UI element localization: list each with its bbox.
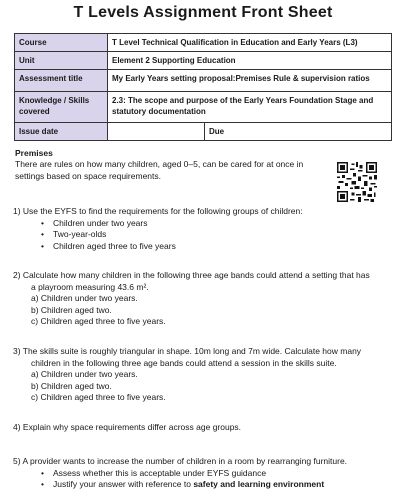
list-item: • Children under two years bbox=[53, 218, 388, 230]
unit-value: Element 2 Supporting Education bbox=[108, 52, 392, 70]
question-4-text: 4) Explain why space requirements differ across age groups. bbox=[13, 422, 242, 432]
course-row bbox=[15, 34, 392, 52]
list-item: c) Children aged three to five years. bbox=[31, 316, 166, 326]
question-1-list bbox=[13, 218, 388, 253]
front-sheet-table bbox=[14, 33, 392, 141]
issue-date-field[interactable] bbox=[108, 123, 205, 141]
due-cell bbox=[205, 123, 392, 141]
assessment-value: My Early Years setting proposal:Premises Rule & supervision ratios bbox=[108, 70, 392, 92]
course-label: Course bbox=[15, 34, 108, 52]
question-2 bbox=[13, 270, 388, 328]
issue-row bbox=[15, 123, 392, 141]
list-item: a) Children under two years. bbox=[31, 293, 138, 303]
question-5-text: 5) A provider wants to increase the number of children in a room by rearranging furniture. bbox=[13, 456, 348, 466]
question-5-list bbox=[13, 468, 388, 491]
question-3 bbox=[13, 346, 388, 404]
premises-heading: Premises bbox=[15, 148, 53, 158]
list-item: • Children aged three to five years bbox=[53, 241, 388, 253]
question-5 bbox=[13, 456, 388, 491]
question-3-line-2: children in the following three age bands could attend a session in the skills suite. bbox=[31, 357, 337, 368]
list-item: b) Children aged two. bbox=[31, 304, 112, 315]
list-item-text: Justify your answer with reference to bbox=[53, 479, 194, 489]
list-item: c) Children aged three to five years. bbox=[31, 392, 166, 402]
knowledge-row bbox=[15, 92, 392, 123]
unit-label: Unit bbox=[15, 52, 108, 70]
unit-row bbox=[15, 52, 392, 70]
knowledge-label: Knowledge / Skills covered bbox=[15, 92, 108, 123]
list-item bbox=[53, 479, 388, 491]
qr-code bbox=[337, 162, 377, 202]
question-3-line-1: 3) The skills suite is roughly triangular in shape. 10m long and 7m wide. Calculate how many bbox=[13, 346, 362, 356]
list-item: b) Children aged two. bbox=[31, 380, 112, 391]
premises-text: There are rules on how many children, aged 0–5, can be cared for at once in settings based on space requirements. bbox=[15, 159, 304, 181]
question-2-line-2: a playroom measuring 43.6 m². bbox=[31, 281, 149, 292]
question-1 bbox=[13, 206, 388, 252]
course-value: T Level Technical Qualification in Education and Early Years (L3) bbox=[108, 34, 392, 52]
question-1-text: 1) Use the EYFS to find the requirements for the following groups of children: bbox=[13, 206, 303, 216]
list-item: • Assess whether this is acceptable under EYFS guidance bbox=[53, 468, 388, 480]
assessment-row bbox=[15, 70, 392, 92]
page-title: T Levels Assignment Front Sheet bbox=[73, 4, 333, 21]
assessment-label: Assessment title bbox=[15, 70, 108, 92]
list-item: • Two-year-olds bbox=[53, 229, 388, 241]
question-4 bbox=[13, 422, 388, 434]
knowledge-value: 2.3: The scope and purpose of the Early Years Foundation Stage and statutory documentation bbox=[108, 92, 392, 123]
issue-label: Issue date bbox=[15, 123, 108, 141]
due-label: Due bbox=[209, 127, 225, 136]
list-item: a) Children under two years. bbox=[31, 369, 138, 379]
question-2-line-1: 2) Calculate how many children in the following three age bands could attend a setting that has bbox=[13, 270, 370, 280]
emphasis-text: safety and learning environment bbox=[193, 479, 325, 489]
